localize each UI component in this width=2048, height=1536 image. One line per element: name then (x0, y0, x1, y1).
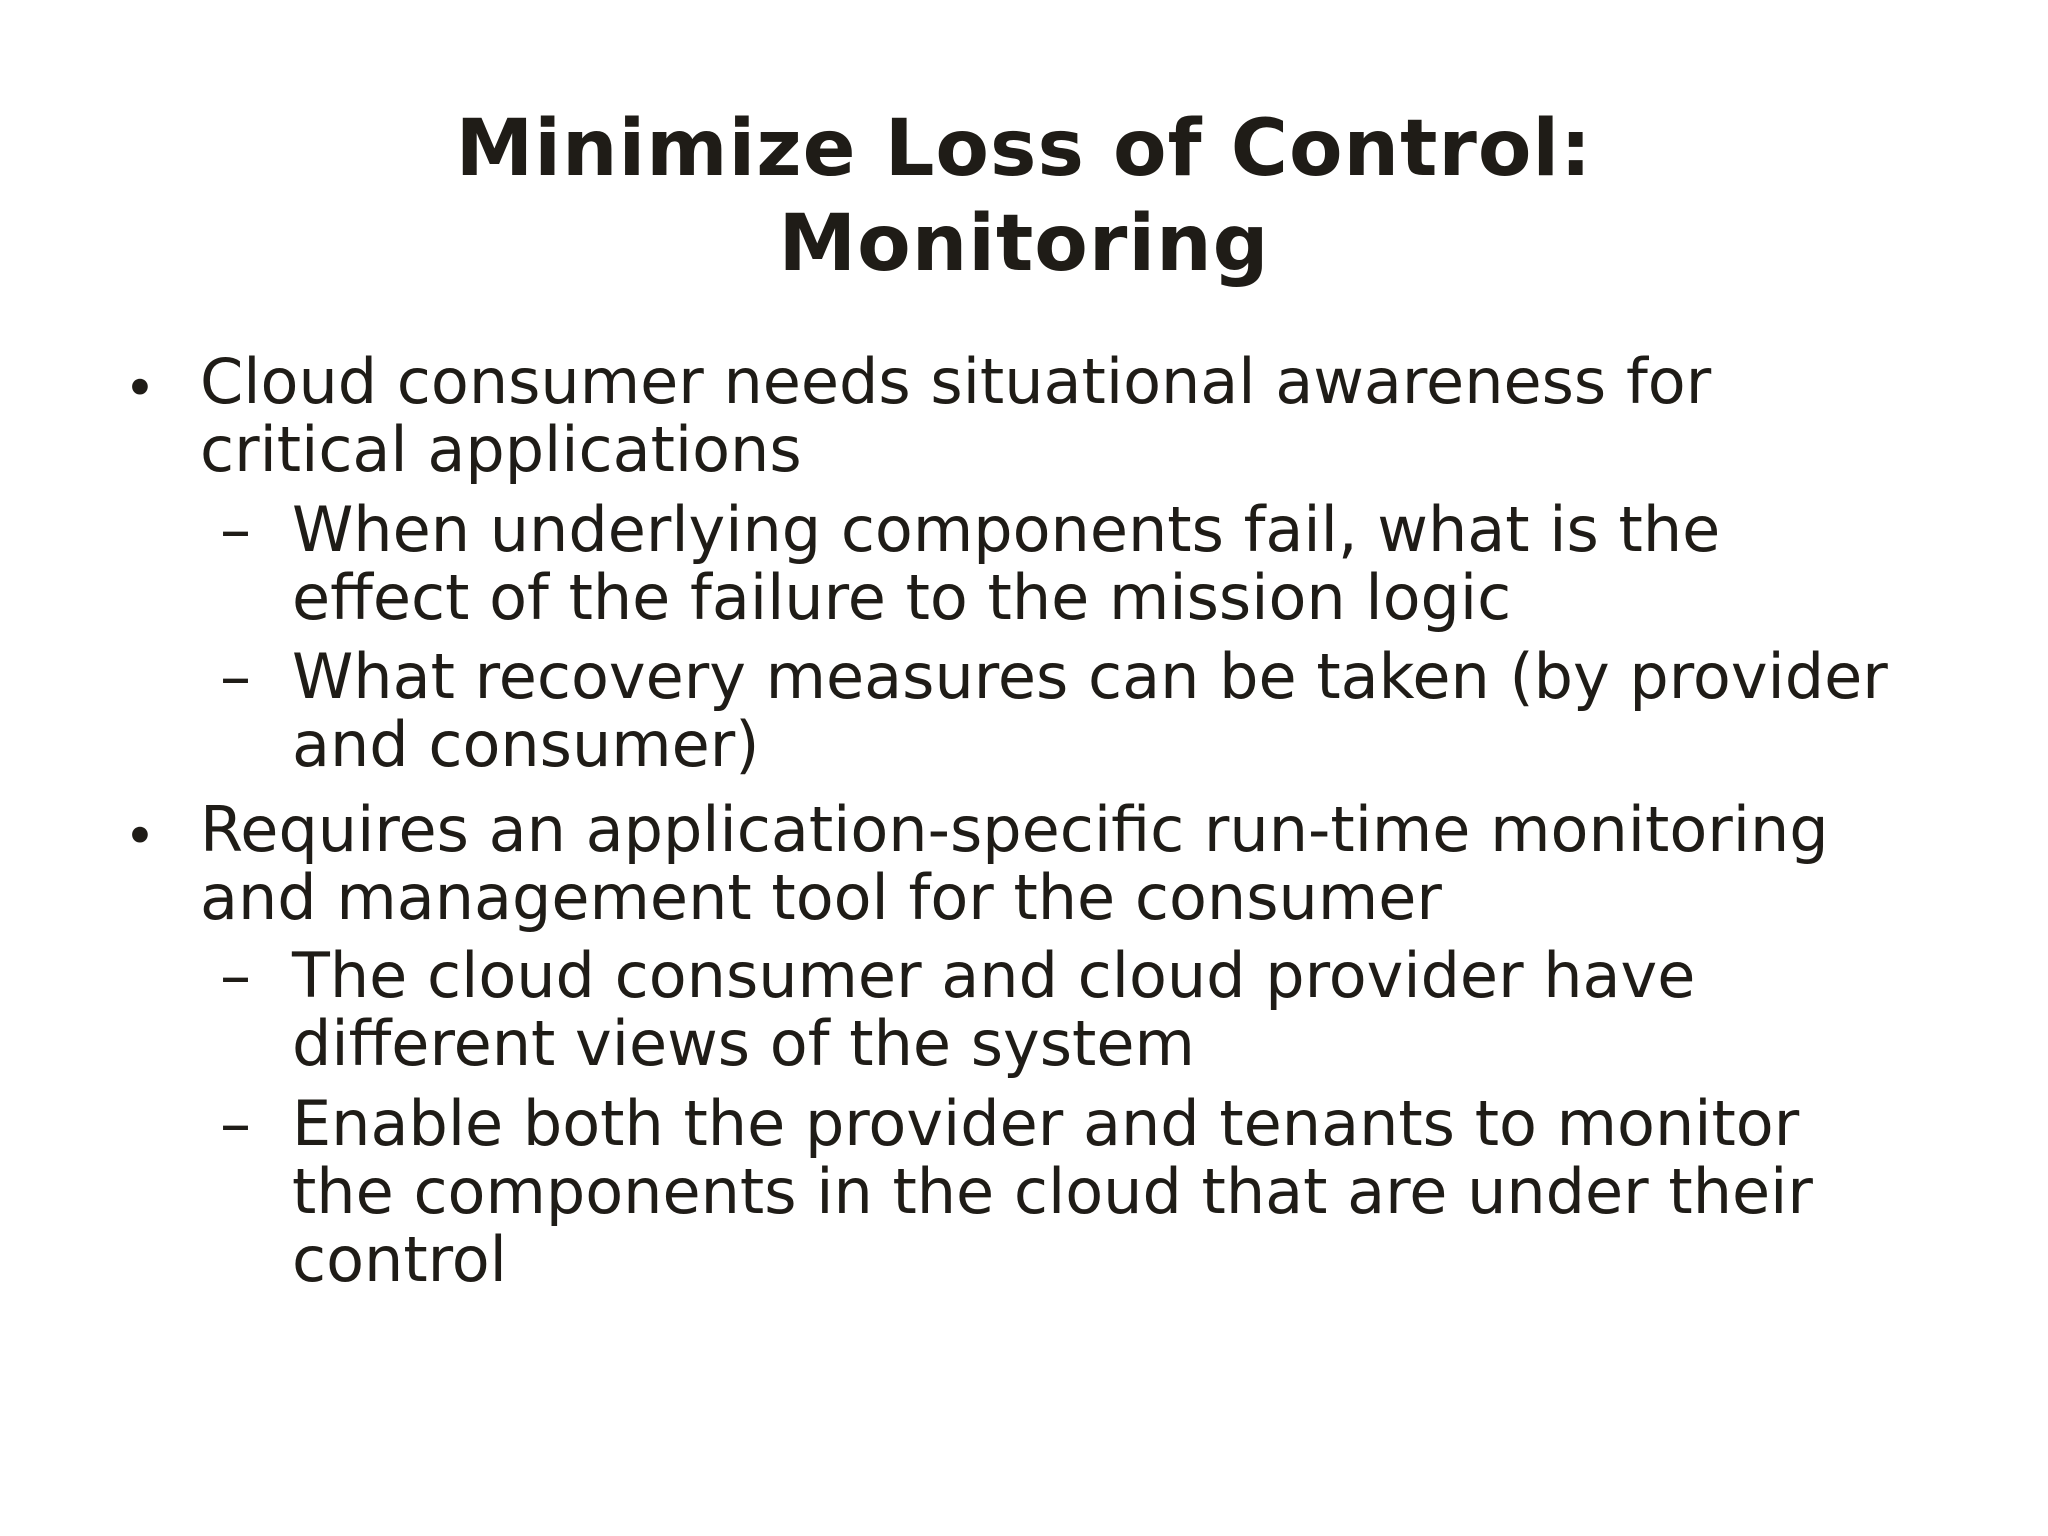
bullet-2-sub-2-line-2: the components in the cloud that are under their (292, 1155, 1813, 1228)
bullet-2-sub-1-line-2: different views of the system (292, 1007, 1195, 1080)
bullet-1-sub-1-line-2: effect of the failure to the mission logic (292, 561, 1512, 634)
bullet-1-line-2: critical applications (200, 413, 802, 486)
slide-title-line-2: Monitoring (778, 199, 1270, 289)
bullet-2-sub-1-line-1: The cloud consumer and cloud provider have (292, 939, 1696, 1012)
sub-marker: – (220, 640, 251, 713)
bullet-2-sub-2-line-3: control (292, 1223, 507, 1296)
bullet-1-sub-2-line-1: What recovery measures can be taken (by provider (292, 640, 1888, 713)
sub-marker: – (220, 493, 251, 566)
slide-title-line-1: Minimize Loss of Control: (455, 104, 1593, 194)
bullet-1-sub-2-line-2: and consumer) (292, 708, 760, 781)
bullet-1-sub-1-line-1: When underlying components fail, what is the (292, 493, 1721, 566)
sub-marker: – (220, 1087, 251, 1160)
bullet-2-line-2: and management tool for the consumer (200, 861, 1442, 934)
bullet-marker: • (124, 805, 156, 868)
bullet-2-sub-2-line-1: Enable both the provider and tenants to monitor (292, 1087, 1800, 1160)
sub-marker: – (220, 939, 251, 1012)
bullet-2-line-1: Requires an application-specific run-time monitoring (200, 793, 1829, 866)
bullet-1-line-1: Cloud consumer needs situational awareness for (200, 345, 1712, 418)
bullet-marker: • (124, 357, 156, 420)
